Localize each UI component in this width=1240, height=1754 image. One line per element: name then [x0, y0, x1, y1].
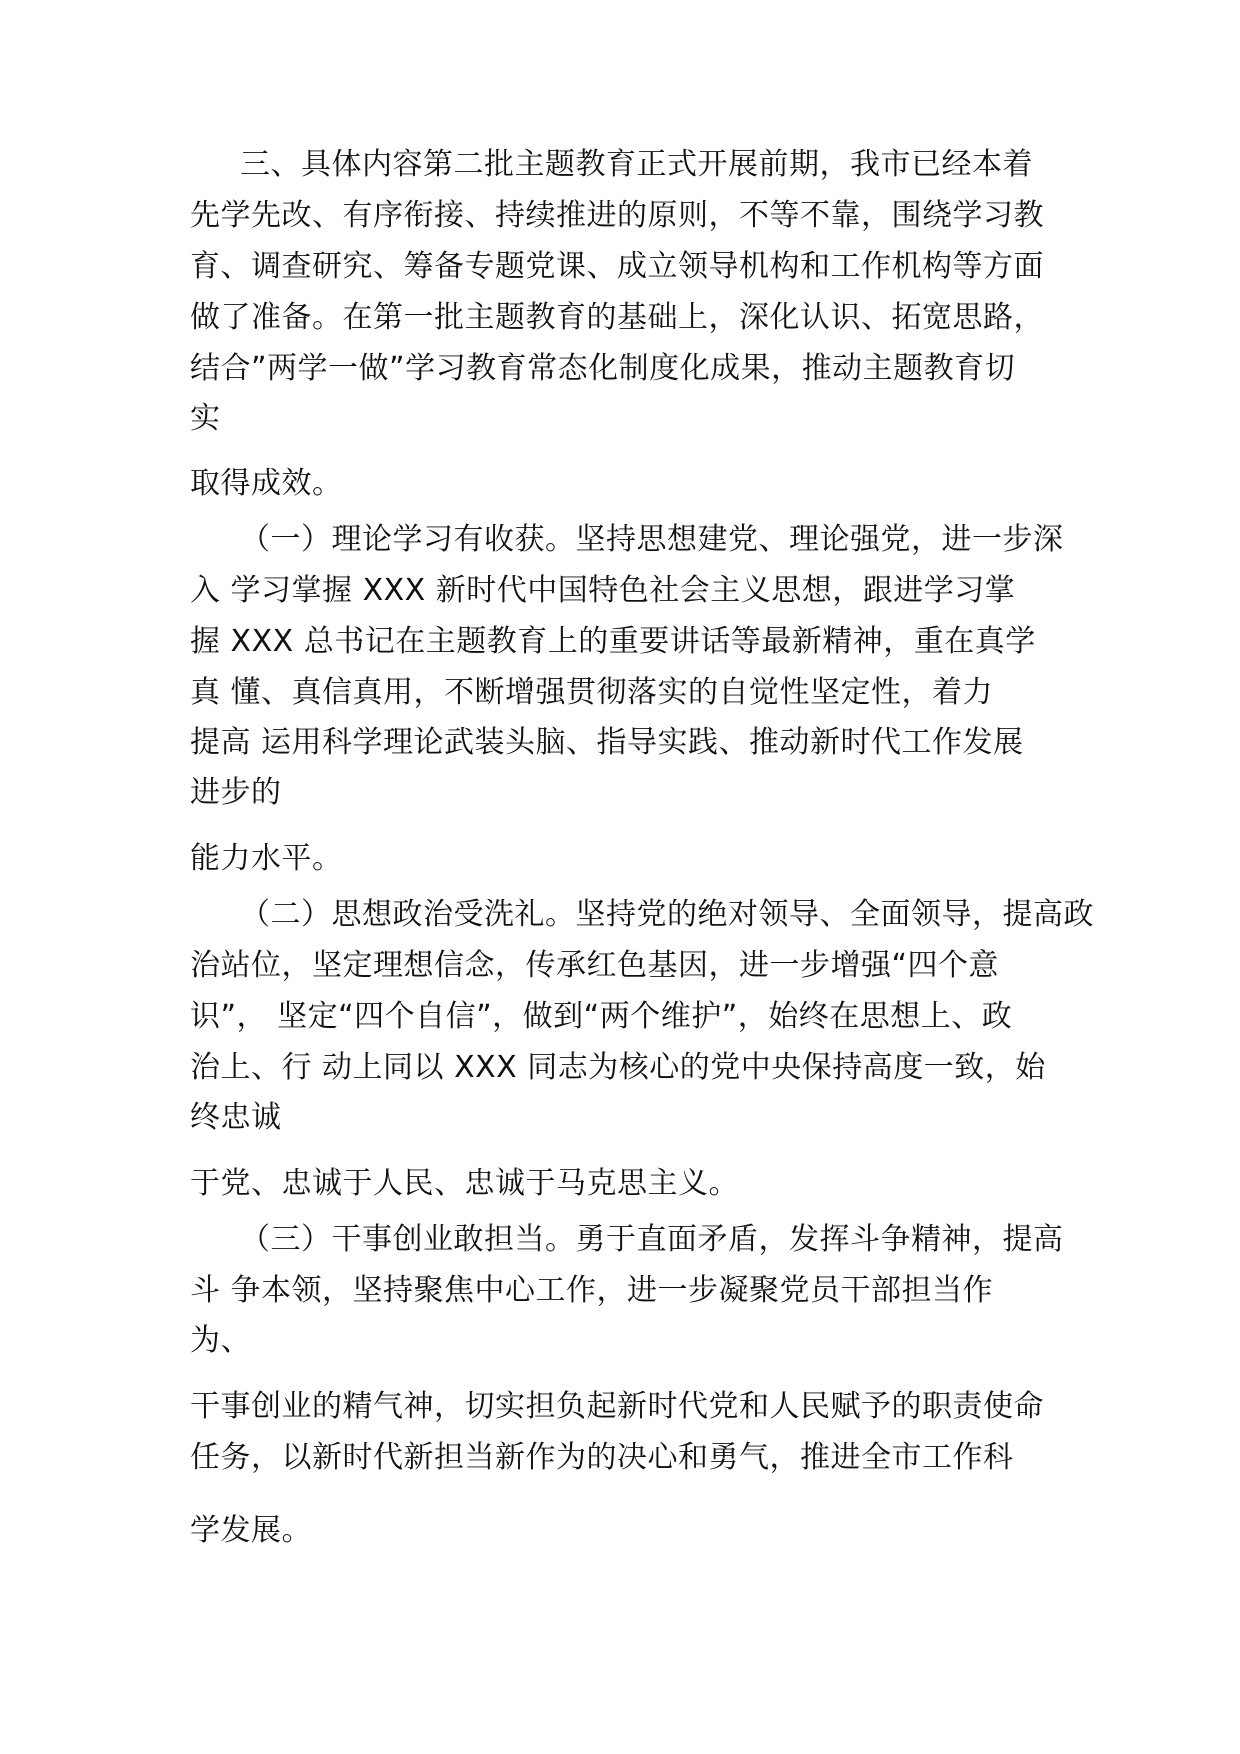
text-line: 学发展。 [190, 1513, 312, 1548]
text-line: 入 学习掌握 XXX 新时代中国特色社会主义思想，跟进学习掌 [190, 573, 1016, 608]
text-line: 真 懂、真信真用，不断增强贯彻落实的自觉性坚定性，着力 [190, 675, 994, 710]
text-line: 做了准备。在第一批主题教育的基础上，深化认识、拓宽思路， [190, 300, 1044, 335]
text-line: （二）思想政治受洗礼。坚持党的绝对领导、全面领导，提高政 [240, 897, 1094, 932]
text-line: 任务，以新时代新担当新作为的决心和勇气，推进全市工作科 [190, 1440, 1014, 1475]
text-line: 育、调查研究、筹备专题党课、成立领导机构和工作机构等方面 [190, 249, 1044, 284]
text-line: （一）理论学习有收获。坚持思想建党、理论强党，进一步深 [240, 522, 1064, 557]
text-line: 斗 争本领，坚持聚焦中心工作，进一步凝聚党员干部担当作 [190, 1273, 994, 1308]
text-line: 先学先改、有序衔接、持续推进的原则，不等不靠，围绕学习教 [190, 198, 1044, 233]
text-line: 实 [190, 401, 221, 436]
text-line: 于党、忠诚于人民、忠诚于马克思主义。 [190, 1166, 739, 1201]
text-line: 取得成效。 [190, 466, 343, 501]
text-line: 治站位，坚定理想信念，传承红色基因，进一步增强“四个意 [190, 948, 1000, 983]
text-line: 提高 运用科学理论武装头脑、指导实践、推动新时代工作发展 [190, 725, 1024, 760]
text-line: 干事创业的精气神，切实担负起新时代党和人民赋予的职责使命 [190, 1389, 1044, 1424]
text-line: （三）干事创业敢担当。勇于直面矛盾，发挥斗争精神，提高 [240, 1222, 1064, 1257]
text-line: 为、 [190, 1323, 251, 1358]
text-line: 识”， 坚定“四个自信”，做到“两个维护”，始终在思想上、政 [190, 999, 1013, 1034]
text-line: 握 XXX 总书记在主题教育上的重要讲话等最新精神，重在真学 [190, 624, 1036, 659]
text-line: 结合”两学一做”学习教育常态化制度化成果，推动主题教育切 [190, 351, 1016, 386]
text-line: 能力水平。 [190, 841, 343, 876]
text-line: 终忠诚 [190, 1100, 282, 1135]
text-line: 三、具体内容第二批主题教育正式开展前期，我市已经本着 [240, 147, 1033, 182]
text-line: 治上、行 动上同以 XXX 同志为核心的党中央保持高度一致，始 [190, 1050, 1046, 1085]
text-line: 进步的 [190, 775, 282, 810]
